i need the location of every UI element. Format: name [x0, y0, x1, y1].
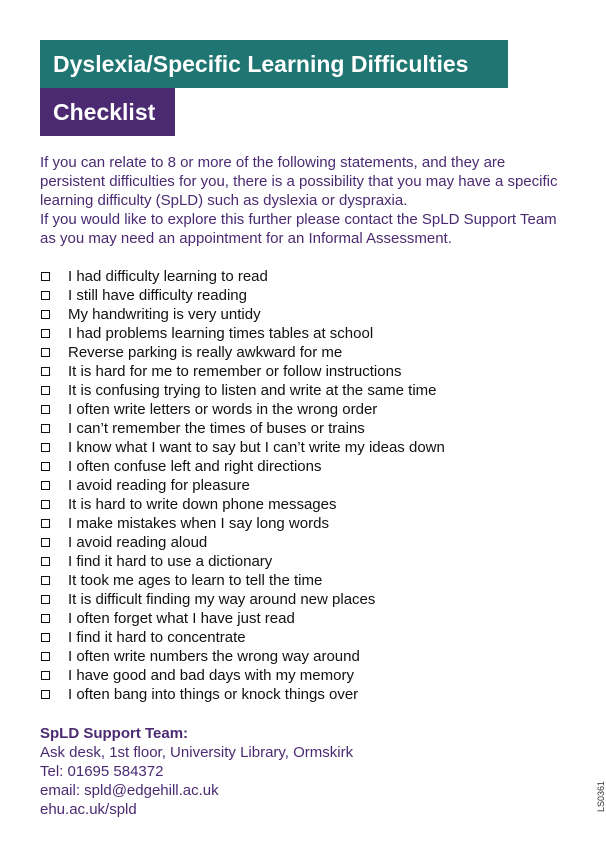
checkbox[interactable] — [41, 538, 50, 547]
checklist-item-label: I had problems learning times tables at school — [68, 325, 374, 342]
checkbox[interactable] — [41, 633, 50, 642]
checklist-item[interactable] — [40, 286, 570, 305]
checkbox[interactable] — [41, 500, 50, 509]
checklist-item-label: Reverse parking is really awkward for me — [68, 344, 343, 361]
checkbox[interactable] — [41, 614, 50, 623]
checkbox[interactable] — [41, 690, 50, 699]
checklist-item-label: I often bang into things or knock things over — [68, 686, 359, 703]
checkbox[interactable] — [41, 652, 50, 661]
checklist-item-label: It is hard for me to remember or follow instructions — [68, 363, 402, 380]
checklist-item[interactable] — [40, 647, 570, 666]
checklist-item[interactable] — [40, 609, 570, 628]
checklist-item-label: It is difficult finding my way around new places — [68, 591, 376, 608]
intro-text — [40, 153, 570, 248]
checklist-item-label: My handwriting is very untidy — [68, 306, 261, 323]
checklist-item-label: I can’t remember the times of buses or trains — [68, 420, 365, 437]
checkbox[interactable] — [41, 329, 50, 338]
checklist-item-label: It is hard to write down phone messages — [68, 496, 337, 513]
checklist-item-label: I make mistakes when I say long words — [68, 515, 329, 532]
intro-paragraph-2: If you would like to explore this further please contact the SpLD Support Team as you may need an appointment for an Informal Assessment. — [40, 211, 557, 247]
checkbox[interactable] — [41, 557, 50, 566]
checklist-item-label: It is confusing trying to listen and write at the same time — [68, 382, 437, 399]
checkbox[interactable] — [41, 424, 50, 433]
checklist-item[interactable] — [40, 267, 570, 286]
checkbox[interactable] — [41, 462, 50, 471]
checklist-item[interactable] — [40, 685, 570, 704]
page-subtitle: Checklist — [40, 88, 175, 136]
checklist-item-label: I know what I want to say but I can’t write my ideas down — [68, 439, 445, 456]
checklist-item[interactable] — [40, 666, 570, 685]
checklist-item[interactable] — [40, 571, 570, 590]
checklist-item[interactable] — [40, 533, 570, 552]
contact-email[interactable]: email: spld@edgehill.ac.uk — [40, 782, 219, 799]
contact-address: Ask desk, 1st floor, University Library, Ormskirk — [40, 744, 354, 761]
checklist-item[interactable] — [40, 457, 570, 476]
checkbox[interactable] — [41, 576, 50, 585]
checklist-item-label: I find it hard to concentrate — [68, 629, 246, 646]
checklist-item[interactable] — [40, 362, 570, 381]
checkbox[interactable] — [41, 272, 50, 281]
checklist-item-label: I often write letters or words in the wrong order — [68, 401, 378, 418]
checkbox[interactable] — [41, 671, 50, 680]
checklist-item-label: I have good and bad days with my memory — [68, 667, 354, 684]
checklist-item-label: I had difficulty learning to read — [68, 268, 268, 285]
checklist-item[interactable] — [40, 343, 570, 362]
checkbox[interactable] — [41, 481, 50, 490]
intro-paragraph-1: If you can relate to 8 or more of the following statements, and they are persistent difficulties for you, there is a possibility that you may have a specific learning difficulty (SpLD) such as dyslexia or dyspraxia. — [40, 154, 558, 209]
checkbox[interactable] — [41, 310, 50, 319]
checklist-item[interactable] — [40, 514, 570, 533]
checkbox[interactable] — [41, 348, 50, 357]
checklist-item[interactable] — [40, 628, 570, 647]
document-code: LS0361 — [596, 780, 606, 812]
checklist-item[interactable] — [40, 324, 570, 343]
checkbox[interactable] — [41, 386, 50, 395]
checklist-item-label: It took me ages to learn to tell the time — [68, 572, 323, 589]
checklist-item-label: I avoid reading for pleasure — [68, 477, 250, 494]
checklist-item[interactable] — [40, 552, 570, 571]
checklist-item-label: I often forget what I have just read — [68, 610, 295, 627]
contact-heading: SpLD Support Team: — [40, 725, 189, 742]
checkbox[interactable] — [41, 519, 50, 528]
contact-phone: Tel: 01695 584372 — [40, 763, 164, 780]
checklist-item-label: I find it hard to use a dictionary — [68, 553, 273, 570]
contact-website[interactable]: ehu.ac.uk/spld — [40, 801, 137, 818]
checklist — [40, 267, 570, 704]
checkbox[interactable] — [41, 405, 50, 414]
page-title: Dyslexia/Specific Learning Difficulties — [40, 40, 508, 88]
checklist-item[interactable] — [40, 381, 570, 400]
checklist-item-label: I often confuse left and right directions — [68, 458, 322, 475]
checklist-item[interactable] — [40, 590, 570, 609]
checkbox[interactable] — [41, 443, 50, 452]
checklist-item-label: I avoid reading aloud — [68, 534, 208, 551]
contact-block — [40, 724, 540, 819]
checkbox[interactable] — [41, 595, 50, 604]
checkbox[interactable] — [41, 367, 50, 376]
checklist-item[interactable] — [40, 476, 570, 495]
checklist-item-label: I still have difficulty reading — [68, 287, 247, 304]
checklist-item[interactable] — [40, 438, 570, 457]
checklist-item[interactable] — [40, 400, 570, 419]
checklist-item[interactable] — [40, 305, 570, 324]
checkbox[interactable] — [41, 291, 50, 300]
checklist-item[interactable] — [40, 495, 570, 514]
checklist-item-label: I often write numbers the wrong way around — [68, 648, 360, 665]
checklist-item[interactable] — [40, 419, 570, 438]
